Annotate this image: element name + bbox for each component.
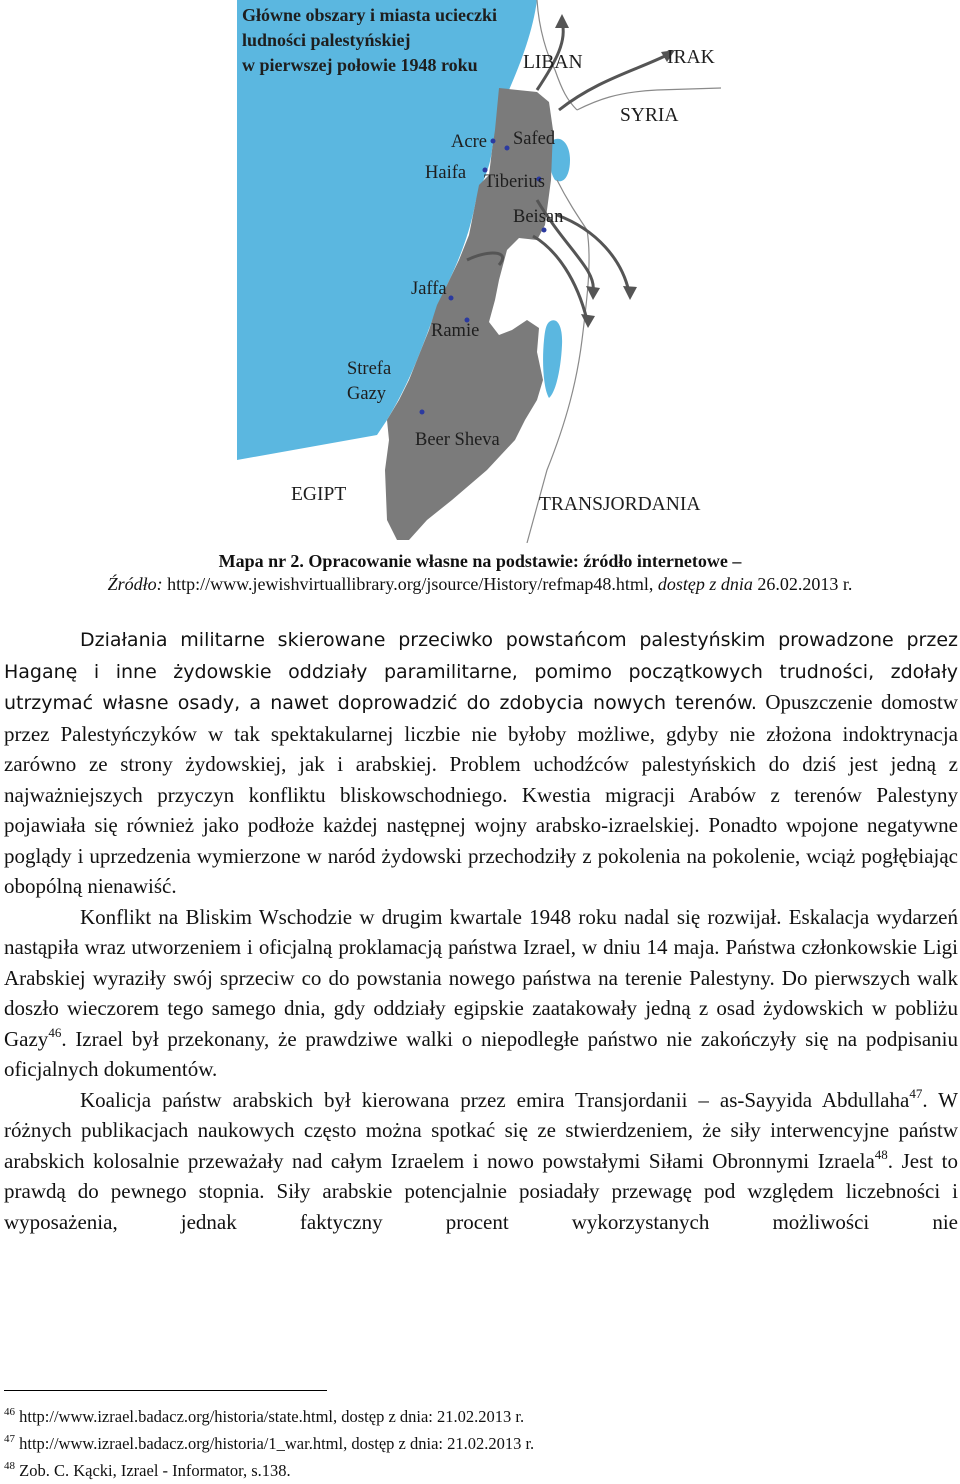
map-title-line-3: w pierwszej połowie 1948 roku xyxy=(242,55,478,75)
label-liban: LIBAN xyxy=(523,52,583,73)
footnote-48-text: Zob. C. Kącki, Izrael - Informator, s.138. xyxy=(15,1461,291,1480)
label-irak: IRAK xyxy=(667,47,715,68)
label-transjordania: TRANSJORDANIA xyxy=(539,494,701,515)
label-jaffa: Jaffa xyxy=(411,279,447,299)
caption-source-label: Źródło: xyxy=(107,574,163,594)
caption-access-date: 26.02.2013 r. xyxy=(752,574,853,594)
map-title-line-1: Główne obszary i miasta ucieczki xyxy=(242,5,497,25)
footnote-46-text: http://www.izrael.badacz.org/historia/state.html, dostęp z dnia: 21.02.2013 r. xyxy=(15,1407,525,1426)
paragraph-2-part-b: . Izrael był przekonany, że prawdziwe walki o niepodległe państwo nie zakończyły się na podpisaniu oficjalnych dokumentów. xyxy=(4,1026,958,1081)
paragraph-3 xyxy=(4,1085,958,1238)
paragraph-2-part-a: Konflikt na Bliskim Wschodzie w drugim kwartale 1948 roku nadal się rozwijał. Eskalacja wydarzeń nastąpiła wraz utworzeniem i oficjalną proklamacją państwa Izrael, w dniu 14 maja. Państwa członkowskie Ligi Arabskiej wyraziły swój sprzeciw co do powstania nowego państwa na terenie Palestyny. Do pierwszych walk doszło wieczorem tego samego dnia, gdy oddziały egipskie zaatakowały jedną z osad żydowskich w pobliżu Gazy xyxy=(4,904,958,1051)
label-beer-sheva: Beer Sheva xyxy=(415,430,500,450)
footnote-47 xyxy=(4,1430,944,1457)
label-syria: SYRIA xyxy=(620,105,679,126)
caption-source-url: http://www.jewishvirtuallibrary.org/jsource/History/refmap48.html, xyxy=(162,574,654,594)
map-caption xyxy=(0,550,960,596)
footnote-47-text: http://www.izrael.badacz.org/historia/1_war.html, dostęp z dnia: 21.02.2013 r. xyxy=(15,1434,535,1453)
caption-title: Mapa nr 2. Opracowanie własne na podstawie: źródło internetowe – xyxy=(218,551,742,571)
paragraph-1 xyxy=(4,624,958,902)
paragraph-1-part-a: Działania militarne skierowane przeciwko powstańcom palestyńskim prowadzone przez Haganę i inne żydowskie oddziały paramilitarne, pomimo początkowych trudności, zdołały utrzymać własne osady, a nawet doprowadzić do zdobycia nowych terenów. xyxy=(4,629,958,714)
label-tiberius: Tiberius xyxy=(484,172,546,192)
footnote-ref-48: 48 xyxy=(874,1146,888,1162)
label-haifa: Haifa xyxy=(425,163,467,183)
label-strefa: Strefa xyxy=(347,359,392,379)
paragraph-3-part-b: . W różnych publikacjach naukowych często można spotkać się ze stwierdzeniem, że siły interwencyjne państw arabskich kolosalnie przeważały nad całym Izraelem i nowo powstałymi Siłami Obronnymi Izraela xyxy=(4,1087,958,1173)
footnote-48 xyxy=(4,1457,944,1484)
map-title-line-2: ludności palestyńskiej xyxy=(242,30,411,50)
footnote-46 xyxy=(4,1403,944,1430)
footnote-ref-47: 47 xyxy=(909,1085,923,1101)
label-safed: Safed xyxy=(513,129,556,149)
footnotes xyxy=(4,1403,944,1484)
footnote-ref-46: 46 xyxy=(48,1024,62,1040)
caption-access-label: dostęp z dnia xyxy=(653,574,753,594)
body-text xyxy=(4,624,958,1237)
caption-source xyxy=(0,573,960,596)
footnote-48-number: 48 xyxy=(4,1460,15,1472)
paragraph-3-part-c: . Jest to prawdą do pewnego stopnia. Siły arabskie potencjalnie posiadały przewagę pod względem liczebności i wyposażenia, jednak faktyczny procent wykorzystanych możliwości nie xyxy=(4,1148,958,1234)
label-acre: Acre xyxy=(451,132,487,152)
paragraph-2 xyxy=(4,902,958,1085)
label-egipt: EGIPT xyxy=(291,484,347,505)
label-beisan: Beisan xyxy=(513,207,564,227)
label-gazy: Gazy xyxy=(347,384,387,404)
paragraph-1-part-b: Opuszczenie domostw przez Palestyńczyków w tak spektakularnej liczbie nie byłoby możliwe, gdyby nie złożona indoktrynacja zarówno ze strony żydowskiej, jak i arabskiej. Problem uchodźców palestyńskich do dziś jest jedną z najważniejszych przyczyn konfliktu bliskowschodniego. Kwestia migracji Arabów z terenów Palestyny pojawiała się również jako podłoże każdej następnej wojny arabsko-izraelskiej. Ponadto wpojone negatywne poglądy i uprzedzenia wymierzone w naród żydowski przechodziły z pokolenia na pokolenie, wciąż pogłębiając obopólną nienawiść. xyxy=(4,690,958,898)
label-ramie: Ramie xyxy=(431,321,480,341)
refugee-map xyxy=(237,0,721,543)
footnote-47-number: 47 xyxy=(4,1433,15,1445)
footnote-divider xyxy=(4,1390,327,1391)
paragraph-3-part-a: Koalicja państw arabskich był kierowana przez emira Transjordanii – as-Sayyida Abdullaha xyxy=(80,1087,910,1112)
footnote-46-number: 46 xyxy=(4,1406,15,1418)
